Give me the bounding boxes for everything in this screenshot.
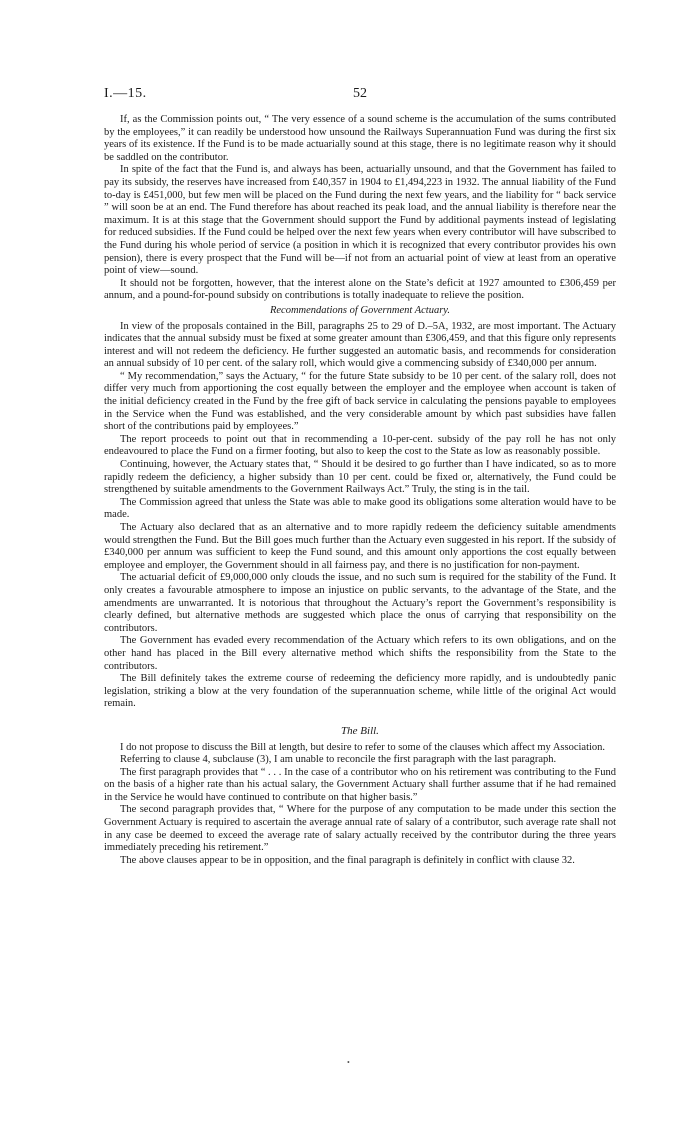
document-body bbox=[104, 114, 616, 867]
paragraph: In view of the proposals contained in the Bill, paragraphs 25 to 29 of D.–5A, 1932, are most important. The Actuary indicates that the annual subsidy must be fixed at some greater amount than £306,459, and that this figure only represents interest and will not redeem the deficiency. He further suggested an automatic basis, and recommends for consideration an annual subsidy of 10 per cent. of the salary roll, which would give a commencing subsidy of £340,000 per annum. bbox=[104, 320, 616, 370]
paragraph: Referring to clause 4, subclause (3), I am unable to reconcile the first paragraph with the last paragraph. bbox=[120, 754, 557, 766]
paragraph: The report proceeds to point out that in recommending a 10-per-cent. subsidy of the pay roll he has not only endeavoured to place the Fund on a firmer footing, but also to keep the cost to the State as low as reasonably possible. bbox=[104, 433, 616, 458]
page-number: 52 bbox=[353, 86, 367, 101]
paragraph: The actuarial deficit of £9,000,000 only clouds the issue, and no such sum is required for the stability of the Fund. It only creates a favourable atmosphere to impose an injustice on public servants, to the advantage of the State, and the amendments are unwarranted. It is notorious that throughout the Actuary’s report the Government’s responsibility is clearly defined, but alternative methods are suggested which place the onus of carrying that responsibility on the contributors. bbox=[104, 572, 616, 634]
paragraph: “ My recommendation,” says the Actuary, “ for the future State subsidy to be 10 per cent. of the salary roll, does not differ very much from apportioning the cost equally between the employer and the employee when account is taken of the initial deficiency created in the Fund by the free gift of back service in calculating the pensions payable to employees in the Service when the Fund was established, and the very considerable amount by which past subsidies have fallen short of the contributions paid by employees.” bbox=[104, 370, 616, 433]
paragraph: The Actuary also declared that as an alternative and to more rapidly redeem the deficiency suitable amendments would strengthen the Fund. But the Bill goes much further than the Actuary even suggested in his report. If the subsidy of £340,000 per annum was sufficient to keep the Fund sound, and this amount only apportions the cost equally between employee and employer, the Government should in all fairness pay, and there is no justification for non-payment. bbox=[104, 522, 616, 571]
document-reference: I.—15. bbox=[104, 86, 147, 101]
paragraph: If, as the Commission points out, “ The very essence of a sound scheme is the accumulation of the sums contributed by the employees,” it can readily be understood how unsound the Railways Superannuation Fund was during the first six years of its existence. If the Fund is to be made actuarially sound at this stage, there is no legitimate reason why it should be saddled on the contributor. bbox=[104, 114, 616, 163]
paragraph: The Commission agreed that unless the State was able to make good its obligations some alteration would have to be made. bbox=[104, 496, 616, 521]
section-heading-the-bill: The Bill. bbox=[341, 724, 379, 737]
paragraph: It should not be forgotten, however, that the interest alone on the State’s deficit at 1927 amounted to £306,459 per annum, and a pound-for-pound subsidy on contributions is totally inadequate to relieve the position. bbox=[104, 277, 616, 302]
paragraph: I do not propose to discuss the Bill at length, but desire to refer to some of the clauses which affect my Association. bbox=[120, 741, 606, 753]
paragraph: The Government has evaded every recommendation of the Actuary which refers to its own obligations, and on the other hand has placed in the Bill every alternative method which shifts the responsibility from the State to the contributors. bbox=[104, 635, 616, 672]
paragraph: The Bill definitely takes the extreme course of redeeming the deficiency more rapidly, and is undoubtedly panic legislation, striking a blow at the very foundation of the superannuation scheme, while little of the original Act would remain. bbox=[104, 673, 616, 710]
paragraph: Continuing, however, the Actuary states that, “ Should it be desired to go further than I have indicated, so as to more rapidly redeem the deficiency, a higher subsidy than 10 per cent. could be fixed or, alternatively, the Fund could be strengthened by suitable amendments to the Government Railways Act.” Truly, the sting is in the tail. bbox=[104, 459, 616, 496]
page-header bbox=[104, 86, 616, 106]
section-heading-government-actuary: Recommendations of Government Actuary. bbox=[269, 304, 451, 316]
paragraph: The above clauses appear to be in opposition, and the final paragraph is definitely in conflict with clause 32. bbox=[120, 854, 575, 866]
footer-mark: • bbox=[347, 1058, 350, 1067]
paragraph: The first paragraph provides that “ . . . In the case of a contributor who on his retirement was contributing to the Fund on the basis of a higher rate than his actual salary, the Government Actuary shall further assume that if he had remained in the Service he would have continued to contribute on that higher basis.” bbox=[104, 766, 616, 803]
paragraph: In spite of the fact that the Fund is, and always has been, actuarially unsound, and that the Government has failed to pay its subsidy, the reserves have increased from £40,357 in 1904 to £1,494,223 in 1932. The annual liability of the Fund to-day is £451,000, but few men will be placed on the Fund during the next few years, and the liability for “ back service ” will soon be at an end. The Fund therefore has about reached its peak load, and the annual liability is therefore near the maximum. It is at this stage that the Government should support the Fund by additional payments instead of legislating for reduced subsidies. If the Fund could be helped over the next few years when every contributor will have subscribed to the Fund during his whole period of service (a position in which it is recognized that every contributor provides his own pension), there is every prospect that the Fund will be—if not from an actuarial point of view at least from an operative point of view—sound. bbox=[104, 164, 616, 277]
paragraph: The second paragraph provides that, “ Where for the purpose of any computation to be made under this section the Government Actuary is required to ascertain the average annual rate of salary of a contributor, such average rate shall not in any case be deemed to exceed the average rate of salary actually received by the contributor during the three years immediately preceding his retirement.” bbox=[104, 804, 616, 854]
